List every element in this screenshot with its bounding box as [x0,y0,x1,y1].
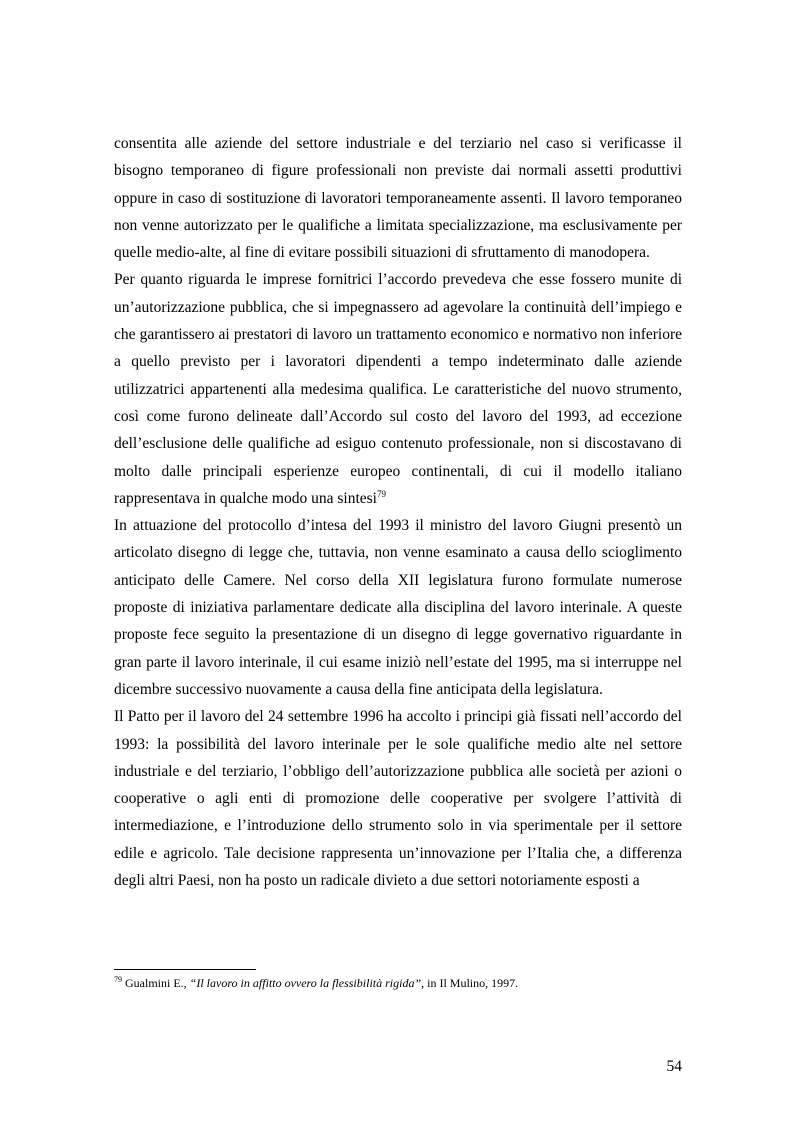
footnote-source: in Il Mulino, 1997. [424,976,519,990]
body-text [114,130,682,894]
paragraph-2 [114,266,682,512]
paragraph-4-text: Il Patto per il lavoro del 24 settembre 1996 ha accolto i principi già fissati nell’accordo del 1993: la possibilità del lavoro interinale per le sole qualifiche medio alte nel settore industriale e del terziario, l’obbligo dell’autorizzazione pubblica alle società per azioni o cooperative o agli enti di promozione delle cooperative per svolgere l’attività di intermediazione, e l’introduzione dello strumento solo in via sperimentale per il settore edile e agricolo. Tale decisione rappresenta un’innovazione per l’Italia che, a differenza degli altri Paesi, non ha posto un radicale divieto a due settori notoriamente esposti a [114,708,682,890]
footnote-reference[interactable]: 79 [377,488,386,499]
paragraph-1 [114,130,682,266]
footnote [114,975,682,991]
footnote-number: 79 [114,975,122,984]
paragraph-3 [114,512,682,703]
paragraph-1-text: consentita alle aziende del settore industriale e del terziario nel caso si verificasse il bisogno temporaneo di figure professionali non previste dai normali assetti produttivi oppure in caso di sostituzione di lavoratori temporaneamente assenti. Il lavoro temporaneo non venne autorizzato per le qualifiche a limitata specializzazione, ma esclusivamente per quelle medio-alte, al fine di evitare possibili situazioni di sfruttamento di manodopera. [114,135,682,262]
paragraph-3-text: In attuazione del protocollo d’intesa del 1993 il ministro del lavoro Giugni presentò un articolato disegno di legge che, tuttavia, non venne esaminato a causa dello scioglimento anticipato delle Camere. Nel corso della XII legislatura furono formulate numerose proposte di iniziativa parlamentare dedicate alla disciplina del lavoro interinale. A queste proposte fece seguito la presentazione di un disegno di legge governativo riguardante in gran parte il lavoro interinale, il cui esame iniziò nell’estate del 1995, ma si interruppe nel dicembre successivo nuovamente a causa della fine anticipata della legislatura. [114,517,682,698]
footnote-title: “Il lavoro in affitto ovvero la flessibilità rigida”, [189,976,425,990]
footnote-author: Gualmini E., [125,976,190,990]
paragraph-2-text: Per quanto riguarda le imprese fornitrici l’accordo prevedeva che esse fossero munite di un’autorizzazione pubblica, che si impegnassero ad agevolare la continuità dell’impiego e che garantissero ai prestatori di lavoro un trattamento economico e normativo non inferiore a quello previsto per i lavoratori dipendenti a tempo indeterminato dalle aziende utilizzatrici appartenenti alla medesima qualifica. Le caratteristiche del nuovo strumento, così come furono delineate dall’Accordo sul costo del lavoro del 1993, ad eccezione dell’esclusione delle qualifiche ad esiguo contenuto professionale, non si discostavano di molto dalle principali esperienze europeo continentali, di cui il modello italiano rappresentava in qualche modo una sintesi [114,271,682,507]
footnote-separator [114,969,256,970]
page-number: 54 [666,1058,682,1075]
paragraph-4 [114,703,682,894]
